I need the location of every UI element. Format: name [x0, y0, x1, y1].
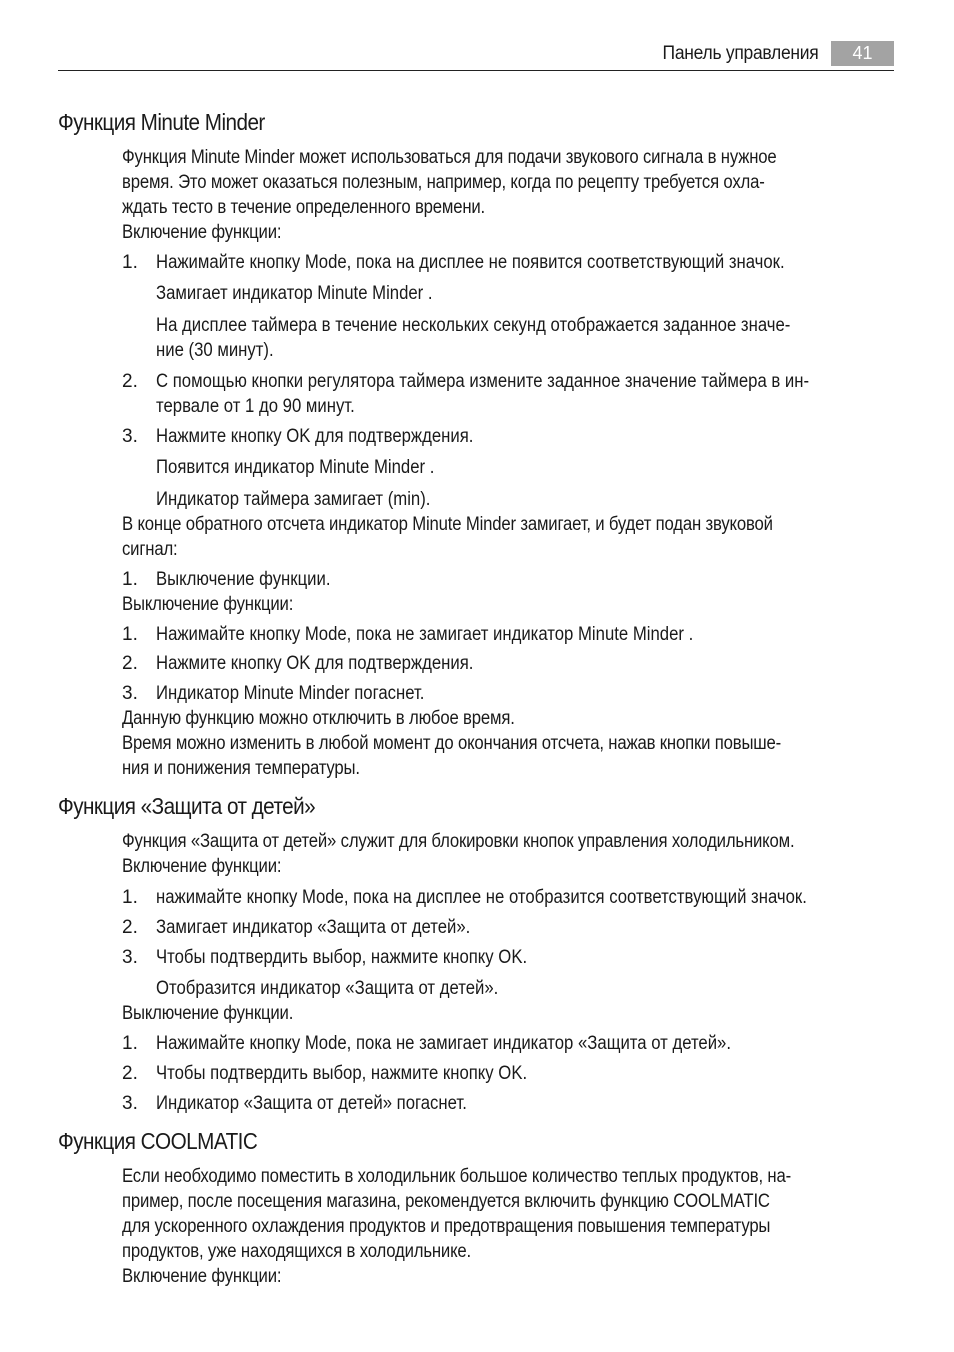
text-line: ждать тесто в течение определенного времени.: [122, 197, 486, 218]
text-line: Данную функцию можно отключить в любое время.: [122, 708, 515, 729]
section-title-coolmatic: Функция COOLMATIC: [58, 1128, 258, 1154]
page-number-badge: 41: [831, 41, 894, 66]
list-text: Индикатор таймера замигает (min).: [156, 489, 431, 510]
list-number: 2.: [122, 917, 138, 938]
list-number: 3.: [122, 1093, 138, 1114]
step-note: [156, 487, 468, 512]
text-line: Если необходимо поместить в холодильник большое количество теплых продуктов, на-: [122, 1166, 791, 1187]
list-text: Чтобы подтвердить выбор, нажмите кнопку OK.: [156, 947, 528, 968]
list-text: Нажимайте кнопку Mode, пока не замигает индикатор Minute Minder .: [156, 624, 694, 645]
text-line: продуктов, уже находящихся в холодильнике.: [122, 1241, 472, 1262]
page-header: [58, 40, 894, 71]
list-text: Замигает индикатор Minute Minder .: [156, 283, 433, 304]
list-text: ние (30 минут).: [156, 340, 274, 361]
disable-label-block: [122, 592, 898, 617]
list-number: 1.: [122, 624, 138, 645]
list-text: тервале от 1 до 90 минут.: [156, 396, 355, 417]
enable-label: Включение функции:: [122, 222, 282, 243]
list-number: 1.: [122, 252, 138, 273]
disable-label-block: [122, 1001, 898, 1026]
text-line: Время можно изменить в любой момент до окончания отсчета, нажав кнопки повыше-: [122, 733, 782, 754]
list-number: 1.: [122, 1033, 138, 1054]
step-note: [156, 313, 877, 363]
text-line: время. Это может оказаться полезным, например, когда по рецепту требуется охла-: [122, 172, 765, 193]
enable-label: Включение функции:: [122, 856, 282, 877]
list-text: Нажмите кнопку OK для подтверждения.: [156, 426, 474, 447]
list-text: Нажмите кнопку OK для подтверждения.: [156, 653, 474, 674]
list-number: 3.: [122, 683, 138, 704]
list-number: 3.: [122, 947, 138, 968]
section-title-child-lock: Функция «Защита от детей»: [58, 793, 316, 819]
step-note: [156, 455, 472, 480]
text-line: Функция Minute Minder может использоваться для подачи звукового сигнала в нужное: [122, 147, 777, 168]
list-number: 3.: [122, 426, 138, 447]
list-text: нажимайте кнопку Mode, пока на дисплее не отобразится соответствующий значок.: [156, 887, 807, 908]
list-text: На дисплее таймера в течение нескольких секунд отображается заданное значе-: [156, 315, 791, 336]
text-line: сигнал:: [122, 539, 178, 560]
list-number: 2.: [122, 1063, 138, 1084]
list-text: Замигает индикатор «Защита от детей».: [156, 917, 471, 938]
list-number: 1.: [122, 569, 138, 590]
text-line: В конце обратного отсчета индикатор Minute Minder замигает, и будет подан звуковой: [122, 514, 773, 535]
minute-minder-intro: [122, 145, 898, 245]
list-text: Индикатор «Защита от детей» погаснет.: [156, 1093, 467, 1114]
text-line: для ускоренного охлаждения продуктов и предотвращения повышения температуры: [122, 1216, 771, 1237]
list-text: Появится индикатор Minute Minder .: [156, 457, 435, 478]
step-note: [156, 281, 470, 306]
list-number: 2.: [122, 371, 138, 392]
list-text: Отобразится индикатор «Защита от детей».: [156, 978, 499, 999]
section-title-minute-minder: Функция Minute Minder: [58, 109, 265, 135]
list-text: Чтобы подтвердить выбор, нажмите кнопку OK.: [156, 1063, 528, 1084]
text-line: Функция «Защита от детей» служит для блокировки кнопок управления холодильником.: [122, 831, 795, 852]
header-title: Панель управления: [662, 43, 818, 64]
list-text: Нажимайте кнопку Mode, пока на дисплее не появится соответствующий значок.: [156, 252, 785, 273]
list-text: С помощью кнопки регулятора таймера измените заданное значение таймера в ин-: [156, 371, 810, 392]
end-of-countdown-text: [122, 512, 898, 562]
list-number: 1.: [122, 887, 138, 908]
disable-label: Выключение функции.: [122, 1003, 294, 1024]
coolmatic-intro: [122, 1164, 898, 1289]
list-number: 2.: [122, 653, 138, 674]
list-text: Нажимайте кнопку Mode, пока не замигает индикатор «Защита от детей».: [156, 1033, 731, 1054]
minute-minder-notes: [122, 706, 898, 781]
child-lock-intro: [122, 829, 898, 879]
text-line: ния и понижения температуры.: [122, 758, 360, 779]
disable-label: Выключение функции:: [122, 594, 294, 615]
list-text: Выключение функции.: [156, 569, 331, 590]
text-line: пример, после посещения магазина, рекомендуется включить функцию COOLMATIC: [122, 1191, 770, 1212]
list-text: Индикатор Minute Minder погаснет.: [156, 683, 425, 704]
header-divider: [58, 70, 894, 71]
step-note: [156, 976, 545, 1001]
enable-label: Включение функции:: [122, 1266, 282, 1287]
